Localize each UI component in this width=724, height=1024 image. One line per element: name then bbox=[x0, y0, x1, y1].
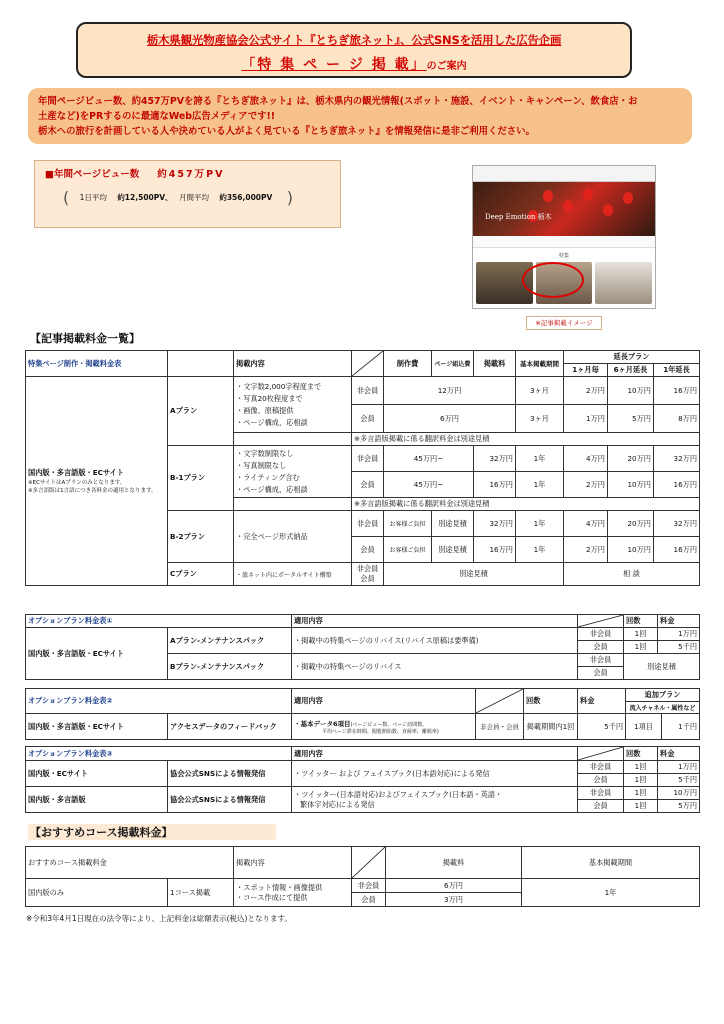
plan-a-m-period: 3ヶ月 bbox=[516, 405, 564, 433]
plan-b2-m-page: 別途見積 bbox=[432, 537, 474, 563]
plan-b2-nm-ext12: 32万円 bbox=[654, 511, 700, 537]
header-extend: 延長プラン bbox=[564, 351, 700, 364]
plan-c-name: Cプラン bbox=[168, 563, 234, 586]
pv-value: 約457万PV bbox=[157, 169, 225, 180]
main-pricing-table bbox=[25, 350, 700, 586]
header-content: 掲載内容 bbox=[234, 351, 352, 377]
option1-plan-a-content: ・掲載中の特集ページのリバイス(リバイス原稿は要準備) bbox=[292, 628, 578, 654]
course-h-period: 基本掲載期間 bbox=[522, 847, 700, 879]
option1-left: 国内版・多言語版・ECサイト bbox=[26, 628, 168, 680]
header-diagonal bbox=[476, 689, 524, 714]
header-fee: 掲載料 bbox=[474, 351, 516, 377]
left-category bbox=[26, 377, 168, 586]
pv-label: ■年間ページビュー数 bbox=[45, 169, 140, 180]
plan-b2-m-ext12: 16万円 bbox=[654, 537, 700, 563]
option3-row1-name: 協会公式SNSによる情報発信 bbox=[168, 761, 292, 787]
plan-a-m-ext12: 8万円 bbox=[654, 405, 700, 433]
option3-h-fee: 料金 bbox=[658, 747, 700, 761]
option2-content1-note: (ページビュー数、ページ訪問数、 bbox=[350, 721, 428, 728]
plan-c-consult: 相 談 bbox=[564, 563, 700, 586]
option3-row2-left: 国内版・多言語版 bbox=[26, 787, 168, 813]
nonmember-label: 非会員 bbox=[352, 446, 384, 472]
pageview-box bbox=[34, 160, 341, 228]
nonmember-label: 非会員 bbox=[352, 511, 384, 537]
plan-b1-item: ・写真制限なし bbox=[236, 460, 287, 470]
plan-a-nm-period: 3ヶ月 bbox=[516, 377, 564, 405]
plan-a-items bbox=[234, 377, 352, 433]
option3-row2-name: 協会公式SNSによる情報発信 bbox=[168, 787, 292, 813]
option1-h-fee: 料金 bbox=[658, 615, 700, 628]
pv-heading bbox=[45, 166, 330, 180]
plan-b2-nm-prod: お客様ご負担 bbox=[384, 511, 432, 537]
course-left: 国内版のみ bbox=[26, 879, 168, 907]
nonmember-label: 非会員 bbox=[578, 787, 624, 800]
thumbnail-image bbox=[595, 262, 652, 304]
option1-plan-a-m-count: 1回 bbox=[624, 641, 658, 654]
member-label: 会員 bbox=[352, 405, 384, 433]
option2-content bbox=[292, 714, 476, 740]
course-table bbox=[25, 846, 700, 907]
option3-row1-content: ・ツイッター および フェイスブック(日本語対応)による発信 bbox=[292, 761, 578, 787]
option3-h-content: 適用内容 bbox=[292, 747, 578, 761]
plan-a-note: ※多言語版掲載に係る翻訳料金は別途見積 bbox=[352, 433, 700, 446]
course-h-content: 掲載内容 bbox=[234, 847, 352, 879]
plan-b1-nm-ext1: 4万円 bbox=[564, 446, 608, 472]
plan-a-item: ・ページ構成、応相談 bbox=[236, 417, 308, 427]
pv-detail bbox=[63, 188, 330, 207]
plan-b2-name: B-2プラン bbox=[168, 511, 234, 563]
option3-row2-content bbox=[292, 787, 578, 813]
option3-row2-m-count: 1回 bbox=[624, 800, 658, 813]
option1-plan-a-m-fee: 5千円 bbox=[658, 641, 700, 654]
plan-a-nm-ext1: 2万円 bbox=[564, 377, 608, 405]
option3-row2-m-fee: 5万円 bbox=[658, 800, 700, 813]
title-banner bbox=[76, 22, 632, 78]
plan-b1-nm-prod: 45万円~ bbox=[384, 446, 474, 472]
member-label: 会員 bbox=[352, 537, 384, 563]
course-item: ・コース作成にて提供 bbox=[236, 892, 308, 902]
option3-title: オプションプラン料金表③ bbox=[26, 747, 292, 761]
member-label: 会員 bbox=[578, 667, 624, 680]
plan-a-m-fee: 6万円 bbox=[384, 405, 516, 433]
course-items bbox=[234, 879, 352, 907]
nonmember-label: 非会員 bbox=[352, 377, 384, 405]
left-title: 国内版・多言語版・ECサイト bbox=[28, 468, 124, 477]
plan-b1-name: B-1プラン bbox=[168, 446, 234, 511]
title-line1: 栃木県観光物産協会公式サイト『とちぎ旅ネット』、公式SNSを活用した広告企画 bbox=[146, 33, 562, 47]
intro-line3: 栃木への旅行を計画している人や決めている人がよく見ている『とちぎ旅ネット』を情報発信に是非ご利用ください。 bbox=[38, 126, 535, 137]
plan-b2-m-period: 1年 bbox=[516, 537, 564, 563]
plan-b2-nm-page: 別途見積 bbox=[432, 511, 474, 537]
section-title-course: 【おすすめコース掲載料金】 bbox=[28, 824, 276, 840]
highlight-ellipse bbox=[522, 262, 584, 298]
title-suffix: のご案内 bbox=[426, 61, 467, 72]
option3-table bbox=[25, 746, 700, 813]
header-production: 制作費 bbox=[384, 351, 432, 377]
option1-h-content: 適用内容 bbox=[292, 615, 578, 628]
title-line2 bbox=[78, 54, 630, 74]
option2-h-add-sub: 流入チャネル・属性など bbox=[626, 702, 700, 714]
course-h-fee: 掲載料 bbox=[386, 847, 522, 879]
option1-plan-a-name: Aプラン-メンテナンスパック bbox=[168, 628, 292, 654]
plan-a-m-ext1: 1万円 bbox=[564, 405, 608, 433]
option1-plan-b-fee: 別途見積 bbox=[624, 654, 700, 680]
option1-title: オプションプラン料金表① bbox=[26, 615, 292, 628]
header-ext1: 1ヶ月毎 bbox=[564, 364, 608, 377]
option2-add-count: 1項目 bbox=[626, 714, 662, 740]
member-label: 会員 bbox=[578, 641, 624, 654]
course-name: 1コース掲載 bbox=[168, 879, 234, 907]
plan-a-item: ・写真20枚程度まで bbox=[236, 393, 303, 403]
header-title: 特集ページ制作・掲載料金表 bbox=[26, 351, 168, 377]
nonmember-label: 非会員 bbox=[578, 761, 624, 774]
option3-row2-nm-count: 1回 bbox=[624, 787, 658, 800]
option2-h-add: 追加プラン bbox=[626, 689, 700, 702]
intro-line1: 年間ページビュー数、約457万PVを誇る『とちぎ旅ネット』は、栃木県内の観光情報(スポット・施設、イベント・キャンペーン、飲食店・お bbox=[38, 96, 638, 107]
plan-c-fee: 別途見積 bbox=[384, 563, 564, 586]
option1-table bbox=[25, 614, 700, 680]
member-label: 会員 bbox=[360, 574, 375, 583]
plan-a-nm-ext12: 16万円 bbox=[654, 377, 700, 405]
plan-b1-m-ext12: 16万円 bbox=[654, 472, 700, 498]
nonmember-label: 非会員 bbox=[352, 879, 386, 893]
plan-b2-item: ・完全ページ形式納品 bbox=[234, 511, 352, 563]
site-hero-image bbox=[473, 182, 655, 236]
image-caption: ※記事掲載イメージ bbox=[526, 316, 602, 330]
option1-h-count: 回数 bbox=[624, 615, 658, 628]
header-page: ページ組込費 bbox=[432, 351, 474, 377]
header-ext6: 6ヶ月延長 bbox=[608, 364, 654, 377]
left-note2: ※多言語版は1言語につき各料金の適用となります。 bbox=[28, 488, 157, 494]
plan-a-nm-ext6: 10万円 bbox=[608, 377, 654, 405]
plan-a-item: ・画像、原稿提供 bbox=[236, 405, 294, 415]
plan-b1-nm-ext6: 20万円 bbox=[608, 446, 654, 472]
plan-b1-m-prod: 45万円~ bbox=[384, 472, 474, 498]
plan-b1-item: ・ページ構成、応相談 bbox=[236, 484, 308, 494]
plan-b2-m-prod: お客様ご負担 bbox=[384, 537, 432, 563]
pv-daily-label: 1日平均 bbox=[79, 192, 107, 202]
option3-row1-nm-count: 1回 bbox=[624, 761, 658, 774]
option1-plan-b-name: Bプラン-メンテナンスパック bbox=[168, 654, 292, 680]
option2-h-fee: 料金 bbox=[578, 689, 626, 714]
member-label: 会員 bbox=[352, 472, 384, 498]
left-note1: ※ECサイトはAプランのみとなります。 bbox=[28, 480, 126, 486]
option3-row2-content2: 繁体字対応)による発信 bbox=[300, 799, 375, 809]
plan-b1-m-ext1: 2万円 bbox=[564, 472, 608, 498]
header-ext12: 1年延長 bbox=[654, 364, 700, 377]
nonmember-label: 非会員 bbox=[578, 654, 624, 667]
option2-h-count: 回数 bbox=[524, 689, 578, 714]
plan-b1-nm-fee: 32万円 bbox=[474, 446, 516, 472]
header-diagonal bbox=[352, 351, 384, 377]
footer-note: ※令和3年4月1日現在の法令等により、上記料金は総額表示(税込)となります。 bbox=[26, 914, 292, 923]
intro-line2: 土産など)をPRするのに最適なWeb広告メディアです!! bbox=[38, 111, 276, 122]
site-header-bar bbox=[473, 166, 655, 182]
plan-c-content: ・旅ネット内にポータルサイト構築 bbox=[234, 563, 352, 586]
course-period: 1年 bbox=[522, 879, 700, 907]
option3-row2-content1: ・ツイッター(日本語対応)およびフェイスブック(日本語・英語・ bbox=[294, 789, 503, 799]
right-bracket: ) bbox=[286, 188, 293, 207]
option2-left: 国内版・多言語版・ECサイト bbox=[26, 714, 168, 740]
site-nav-bar bbox=[473, 236, 655, 248]
option2-name: アクセスデータのフィードバック bbox=[168, 714, 292, 740]
option3-row2-nm-fee: 10万円 bbox=[658, 787, 700, 800]
course-nm-fee: 6万円 bbox=[386, 879, 522, 893]
plan-b2-nm-fee: 32万円 bbox=[474, 511, 516, 537]
plan-a-nm-fee: 12万円 bbox=[384, 377, 516, 405]
option2-count: 掲載期間内1回 bbox=[524, 714, 578, 740]
plan-b1-m-period: 1年 bbox=[516, 472, 564, 498]
option2-member: 非会員・会員 bbox=[476, 714, 524, 740]
section-title-pricing: 【記事掲載料金一覧】 bbox=[30, 332, 140, 345]
site-logo-text: Deep Emotion 栃木 bbox=[485, 213, 552, 221]
plan-b2-m-fee: 16万円 bbox=[474, 537, 516, 563]
plan-b1-nm-period: 1年 bbox=[516, 446, 564, 472]
plan-b1-m-ext6: 10万円 bbox=[608, 472, 654, 498]
intro-box bbox=[28, 88, 692, 144]
plan-b1-item: ・ライティング含む bbox=[236, 472, 300, 482]
option2-content1: ・基本データ6項目 bbox=[294, 719, 351, 728]
option1-plan-a-nm-fee: 1万円 bbox=[658, 628, 700, 641]
plan-b1-items bbox=[234, 446, 352, 498]
plan-b1-m-fee: 16万円 bbox=[474, 472, 516, 498]
course-h-title: おすすめコース掲載料金 bbox=[26, 847, 234, 879]
option3-h-count: 回数 bbox=[624, 747, 658, 761]
pv-monthly-value: 約356,000PV bbox=[219, 192, 273, 202]
nonmember-label: 非会員 bbox=[578, 628, 624, 641]
member-label: 会員 bbox=[578, 774, 624, 787]
title-main: 「特 集 ペ ー ジ 掲 載」 bbox=[241, 57, 427, 73]
option2-title: オプションプラン料金表② bbox=[26, 689, 292, 714]
plan-a-name: Aプラン bbox=[168, 377, 234, 446]
course-m-fee: 3万円 bbox=[386, 893, 522, 907]
plan-b1-note: ※多言語版掲載に係る翻訳料金は別途見積 bbox=[352, 498, 700, 511]
plan-a-m-ext6: 5万円 bbox=[608, 405, 654, 433]
option3-row1-left: 国内版・ECサイト bbox=[26, 761, 168, 787]
plan-b2-m-ext1: 2万円 bbox=[564, 537, 608, 563]
header-diagonal bbox=[578, 615, 624, 628]
plan-b1-nm-ext12: 32万円 bbox=[654, 446, 700, 472]
member-label: 会員 bbox=[352, 893, 386, 907]
option1-plan-a-nm-count: 1回 bbox=[624, 628, 658, 641]
header-diagonal bbox=[578, 747, 624, 761]
plan-c-member bbox=[352, 563, 384, 586]
nonmember-label: 非会員 bbox=[356, 564, 379, 573]
option2-add-fee: 1千円 bbox=[662, 714, 700, 740]
option3-row1-m-count: 1回 bbox=[624, 774, 658, 787]
option2-table bbox=[25, 688, 700, 740]
plan-a-item: ・文字数2,000字程度まで bbox=[236, 381, 322, 391]
member-label: 会員 bbox=[578, 800, 624, 813]
header-diagonal bbox=[352, 847, 386, 879]
option1-plan-b-content: ・掲載中の特集ページのリバイス bbox=[292, 654, 578, 680]
option2-fee: 5千円 bbox=[578, 714, 626, 740]
plan-b2-nm-period: 1年 bbox=[516, 511, 564, 537]
plan-b2-m-ext6: 10万円 bbox=[608, 537, 654, 563]
plan-b2-nm-ext1: 4万円 bbox=[564, 511, 608, 537]
pv-monthly-label: 月間平均 bbox=[178, 192, 209, 202]
header-period: 基本掲載期間 bbox=[516, 351, 564, 377]
plan-b2-nm-ext6: 20万円 bbox=[608, 511, 654, 537]
pv-daily-value: 約12,500PV、 bbox=[117, 192, 173, 202]
option3-row1-nm-fee: 1万円 bbox=[658, 761, 700, 774]
plan-b1-item: ・文字数制限なし bbox=[236, 448, 294, 458]
option2-content2: 平均ページ滞在時間、閲覧開始数、直帰率、離脱率) bbox=[322, 728, 439, 735]
site-feature-label: 特集 bbox=[558, 253, 569, 259]
option3-row1-m-fee: 5千円 bbox=[658, 774, 700, 787]
course-item: ・スポット情報・画像提供 bbox=[236, 882, 323, 892]
option2-h-content: 適用内容 bbox=[292, 689, 476, 714]
left-bracket: ( bbox=[63, 188, 70, 207]
